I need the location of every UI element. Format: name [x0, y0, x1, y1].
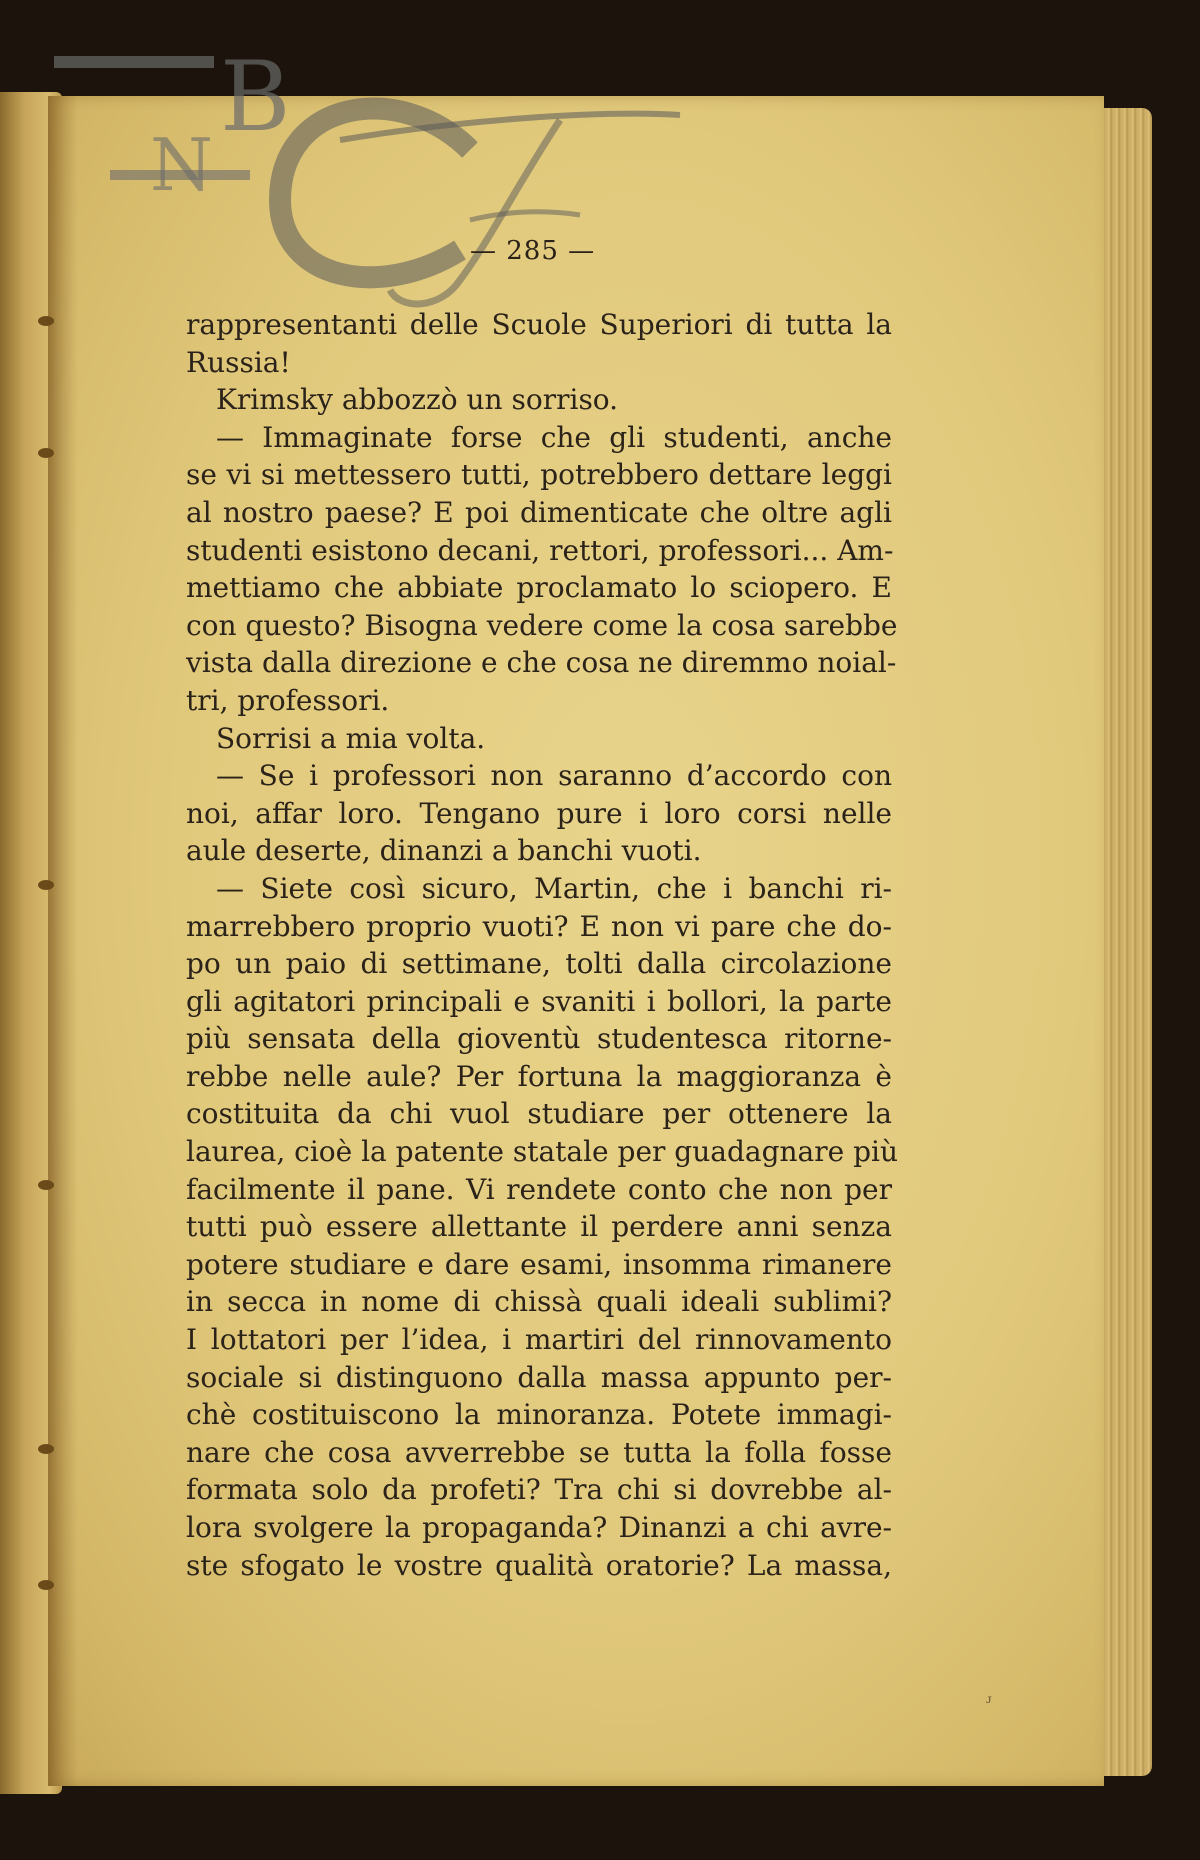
- text-line: tutti può essere allettante il perdere anni senza: [186, 1210, 892, 1244]
- binding-stitch: [38, 448, 54, 458]
- text-line: gli agitatori principali e svaniti i bollori, la parte: [186, 984, 892, 1018]
- text-line: studenti esistono decani, rettori, professori... Am-: [186, 533, 894, 567]
- text-line: se vi si mettessero tutti, potrebbero dettare leggi: [186, 458, 892, 492]
- binding-stitch: [38, 1580, 54, 1590]
- text-line: rebbe nelle aule? Per fortuna la maggioranza è: [186, 1059, 892, 1093]
- text-line: facilmente il pane. Vi rendete conto che non per: [186, 1172, 892, 1206]
- text-line: Krimsky abbozzò un sorriso.: [216, 383, 619, 417]
- text-line: rappresentanti delle Scuole Superiori di tutta la: [186, 308, 892, 341]
- text-line: po un paio di settimane, tolti dalla circolazione: [186, 947, 892, 981]
- text-line: I lottatori per l’idea, i martiri del rinnovamento: [186, 1323, 892, 1357]
- text-line: mettiamo che abbiate proclamato lo sciopero. E: [186, 571, 892, 605]
- library-watermark-logo: [40, 20, 720, 320]
- text-line: vista dalla direzione e che cosa ne diremmo noial-: [186, 646, 897, 680]
- text-line: Sorrisi a mia volta.: [216, 721, 486, 755]
- text-line: potere studiare e dare esami, insomma rimanere: [186, 1247, 892, 1281]
- text-line: in secca in nome di chissà quali ideali sublimi?: [186, 1285, 892, 1319]
- binding-stitch: [38, 880, 54, 890]
- text-line: più sensata della gioventù studentesca ritorne-: [186, 1022, 892, 1056]
- text-line: ste sfogato le vostre qualità oratorie? La massa,: [186, 1548, 892, 1582]
- page-number: — 285 —: [470, 236, 596, 266]
- text-line: costituita da chi vuol studiare per ottenere la: [186, 1097, 892, 1131]
- text-line: — Immaginate forse che gli studenti, anche: [216, 420, 892, 454]
- text-line: chè costituiscono la minoranza. Potete immagi-: [186, 1398, 892, 1432]
- body-text: [186, 306, 898, 1584]
- svg-text:N: N: [150, 123, 213, 207]
- svg-text:B: B: [220, 41, 291, 153]
- text-line: noi, affar loro. Tengano pure i loro corsi nelle: [186, 796, 892, 830]
- binding-stitch: [38, 1180, 54, 1190]
- text-line: lora svolgere la propaganda? Dinanzi a chi avre-: [186, 1511, 892, 1544]
- page-speck: ᴊ: [986, 1692, 992, 1706]
- text-line: con questo? Bisogna vedere come la cosa sarebbe: [186, 608, 898, 642]
- gutter-shadow: [48, 96, 78, 1786]
- text-line: — Se i professori non saranno d’accordo con: [216, 759, 892, 793]
- text-line: laurea, cioè la patente statale per guadagnare più: [186, 1135, 898, 1169]
- text-line: sociale si distinguono dalla massa appunto per-: [186, 1360, 892, 1394]
- binding-stitch: [38, 1444, 54, 1454]
- text-line: — Siete così sicuro, Martin, che i banchi ri-: [216, 871, 892, 905]
- text-line: tri, professori.: [186, 683, 390, 717]
- text-line: al nostro paese? E poi dimenticate che oltre agli: [186, 495, 892, 529]
- text-line: Russia!: [186, 345, 291, 379]
- text-line: marrebbero proprio vuoti? E non vi pare che do-: [186, 909, 892, 943]
- text-line: nare che cosa avverrebbe se tutta la folla fosse: [186, 1435, 892, 1469]
- text-line: formata solo da profeti? Tra chi si dovrebbe al-: [186, 1473, 892, 1507]
- text-line: aule deserte, dinanzi a banchi vuoti.: [186, 834, 702, 868]
